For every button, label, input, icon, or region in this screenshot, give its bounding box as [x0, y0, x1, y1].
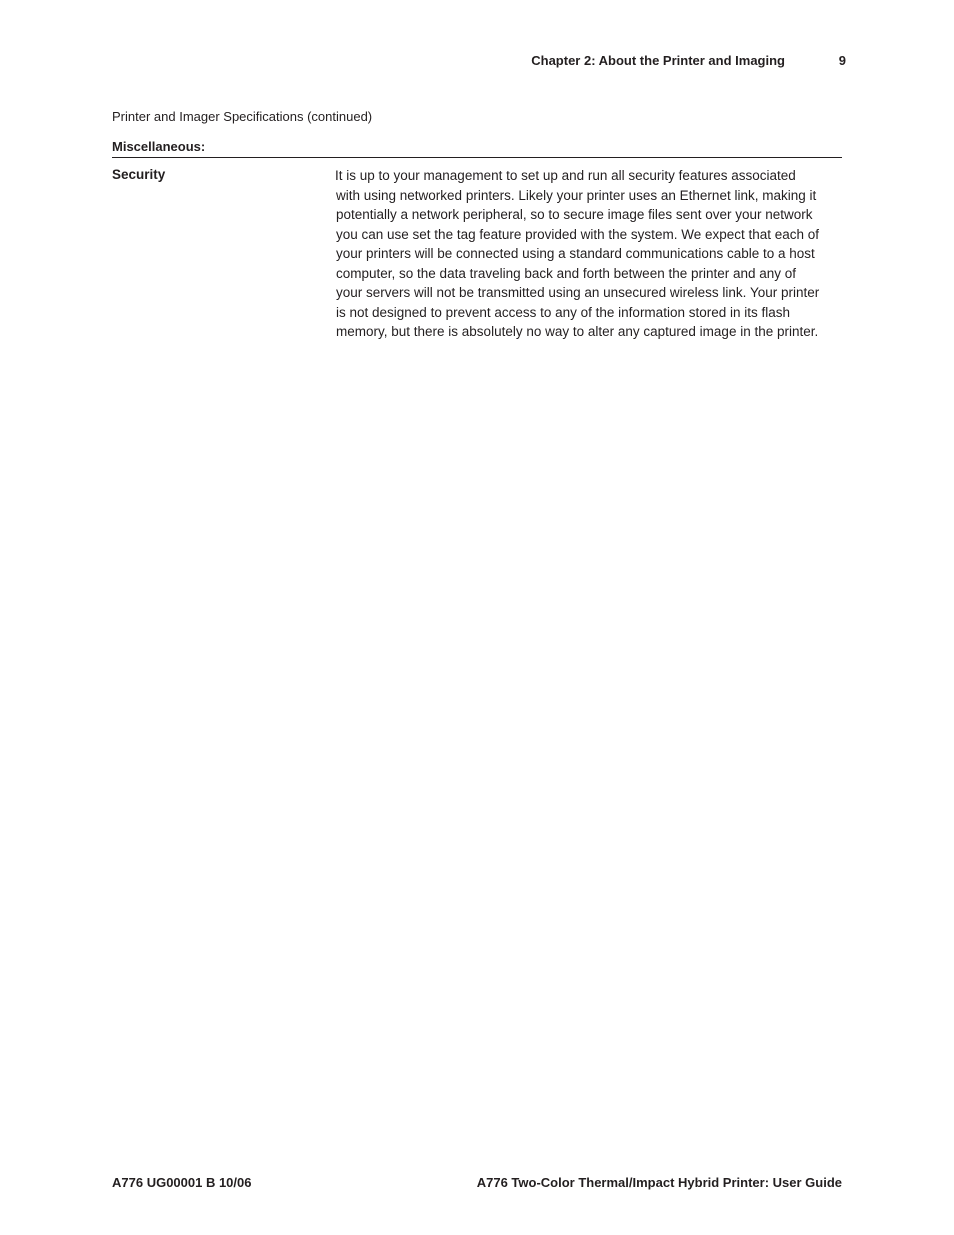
- section-divider: [112, 157, 842, 158]
- section-heading: Miscellaneous:: [112, 139, 206, 154]
- chapter-title: Chapter 2: About the Printer and Imaging: [531, 53, 785, 68]
- spec-row-description: [336, 166, 846, 342]
- description-line: your servers will not be transmitted using an unsecured wireless link. Your printer: [336, 285, 820, 300]
- description-line: computer, so the data traveling back and forth between the printer and any of: [336, 265, 797, 281]
- page-number: 9: [838, 53, 846, 68]
- description-line: It is up to your management to set up and run all security features associated: [335, 168, 796, 183]
- spec-row-label: Security: [112, 167, 166, 182]
- description-line: is not designed to prevent access to any of the information stored in its flash: [336, 304, 791, 320]
- description-line: you can use set the tag feature provided with the system. We expect that each of: [336, 226, 820, 242]
- description-line: your printers will be connected using a standard communications cable to a host: [336, 246, 815, 261]
- document-id: A776 UG00001 B 10/06: [112, 1175, 252, 1190]
- description-line: potentially a network peripheral, so to secure image files sent over your network: [336, 207, 813, 222]
- page-header: [0, 53, 954, 71]
- table-caption: Printer and Imager Specifications (continued): [112, 109, 373, 124]
- document-title: A776 Two-Color Thermal/Impact Hybrid Printer: User Guide: [476, 1175, 842, 1190]
- description-line: memory, but there is absolutely no way to alter any captured image in the printer.: [336, 324, 819, 339]
- description-line: with using networked printers. Likely your printer uses an Ethernet link, making it: [336, 187, 817, 203]
